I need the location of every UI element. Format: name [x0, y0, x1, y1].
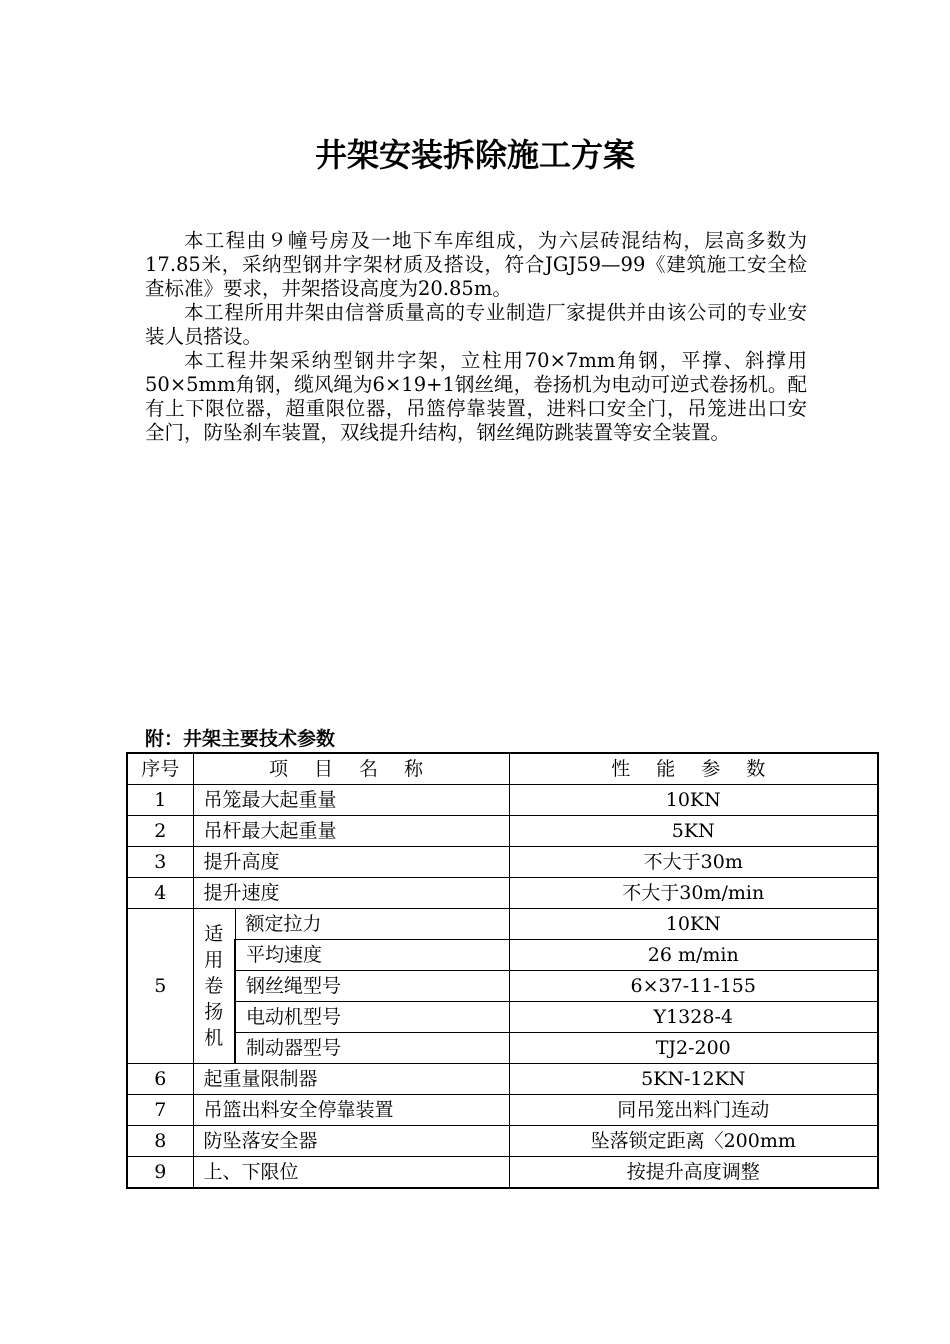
header-no: 序号 [127, 753, 193, 785]
row-value: 按提升高度调整 [509, 1157, 878, 1189]
row-value: 26 m/min [509, 940, 878, 971]
row-item: 制动器型号 [235, 1033, 509, 1064]
row-value: 不大于30m/min [509, 878, 878, 909]
winch-group-label [193, 909, 235, 1064]
row-value: Y1328-4 [509, 1002, 878, 1033]
table-caption: 附：井架主要技术参数 [145, 728, 336, 750]
table-row [127, 1002, 878, 1033]
row-no: 6 [127, 1064, 193, 1095]
table-row [127, 785, 878, 816]
parameters-table [126, 752, 879, 1189]
row-item: 吊篮出料安全停靠装置 [193, 1095, 509, 1126]
table-row [127, 816, 878, 847]
page-title: 井架安装拆除施工方案 [314, 136, 635, 174]
row-no: 3 [127, 847, 193, 878]
winch-group-label-char: 扬 [204, 1001, 224, 1023]
row-item: 提升高度 [193, 847, 509, 878]
row-item: 上、下限位 [193, 1157, 509, 1189]
row-item: 提升速度 [193, 878, 509, 909]
header-item: 项 目 名 称 [193, 753, 509, 785]
row-item: 平均速度 [235, 940, 509, 971]
row-value: 10KN [509, 785, 878, 816]
table-header-row [127, 753, 878, 785]
row-item: 防坠落安全器 [193, 1126, 509, 1157]
paragraph: 本工程所用井架由信誉质量高的专业制造厂家提供并由该公司的专业安装人员搭设。 [145, 301, 807, 348]
row-value: 6×37-11-155 [509, 971, 878, 1002]
body-text [145, 229, 807, 445]
table-row [127, 940, 878, 971]
row-item: 起重量限制器 [193, 1064, 509, 1095]
table-row [127, 1157, 878, 1189]
table-row [127, 1095, 878, 1126]
row-no: 2 [127, 816, 193, 847]
paragraph: 本工程井架采纳型钢井字架，立柱用70×7mm角钢，平撑、斜撑用50×5mm角钢，缆风绳为6×19+1钢丝绳，卷扬机为电动可逆式卷扬机。配有上下限位器，超重限位器，吊篮停靠装置，进料口安全门，吊笼进出口安全门，防坠刹车装置，双线提升结构，钢丝绳防跳装置等安全装置。 [145, 349, 807, 444]
winch-group-label-char: 用 [204, 949, 224, 971]
row-no: 1 [127, 785, 193, 816]
table-row [127, 1064, 878, 1095]
header-performance: 性 能 参 数 [509, 753, 878, 785]
winch-group-label-char: 机 [204, 1027, 224, 1049]
row-value: 不大于30m [509, 847, 878, 878]
row-value: 5KN-12KN [509, 1064, 878, 1095]
row-value: TJ2-200 [509, 1033, 878, 1064]
row-value: 5KN [509, 816, 878, 847]
table-row [127, 1126, 878, 1157]
row-no: 8 [127, 1126, 193, 1157]
table-row [127, 909, 878, 940]
row-value: 同吊笼出料门连动 [509, 1095, 878, 1126]
row-value: 10KN [509, 909, 878, 940]
row-no: 4 [127, 878, 193, 909]
row-item: 电动机型号 [235, 1002, 509, 1033]
row-item: 额定拉力 [235, 909, 509, 940]
row-no: 7 [127, 1095, 193, 1126]
row-no: 9 [127, 1157, 193, 1189]
table-row [127, 971, 878, 1002]
row-no: 5 [127, 909, 193, 1064]
table-row [127, 1033, 878, 1064]
table-row [127, 847, 878, 878]
winch-group-label-char: 卷 [204, 975, 224, 997]
paragraph: 本工程由９幢号房及一地下车库组成，为六层砖混结构，层高多数为17.85米，采纳型钢井字架材质及搭设，符合JGJ59—99《建筑施工安全检查标准》要求，井架搭设高度为20.85m。 [145, 229, 807, 300]
row-item: 吊笼最大起重量 [193, 785, 509, 816]
table-row [127, 878, 878, 909]
winch-group-label-char: 适 [204, 923, 224, 945]
row-item: 钢丝绳型号 [235, 971, 509, 1002]
row-item: 吊杆最大起重量 [193, 816, 509, 847]
row-value: 坠落锁定距离〈200mm [509, 1126, 878, 1157]
